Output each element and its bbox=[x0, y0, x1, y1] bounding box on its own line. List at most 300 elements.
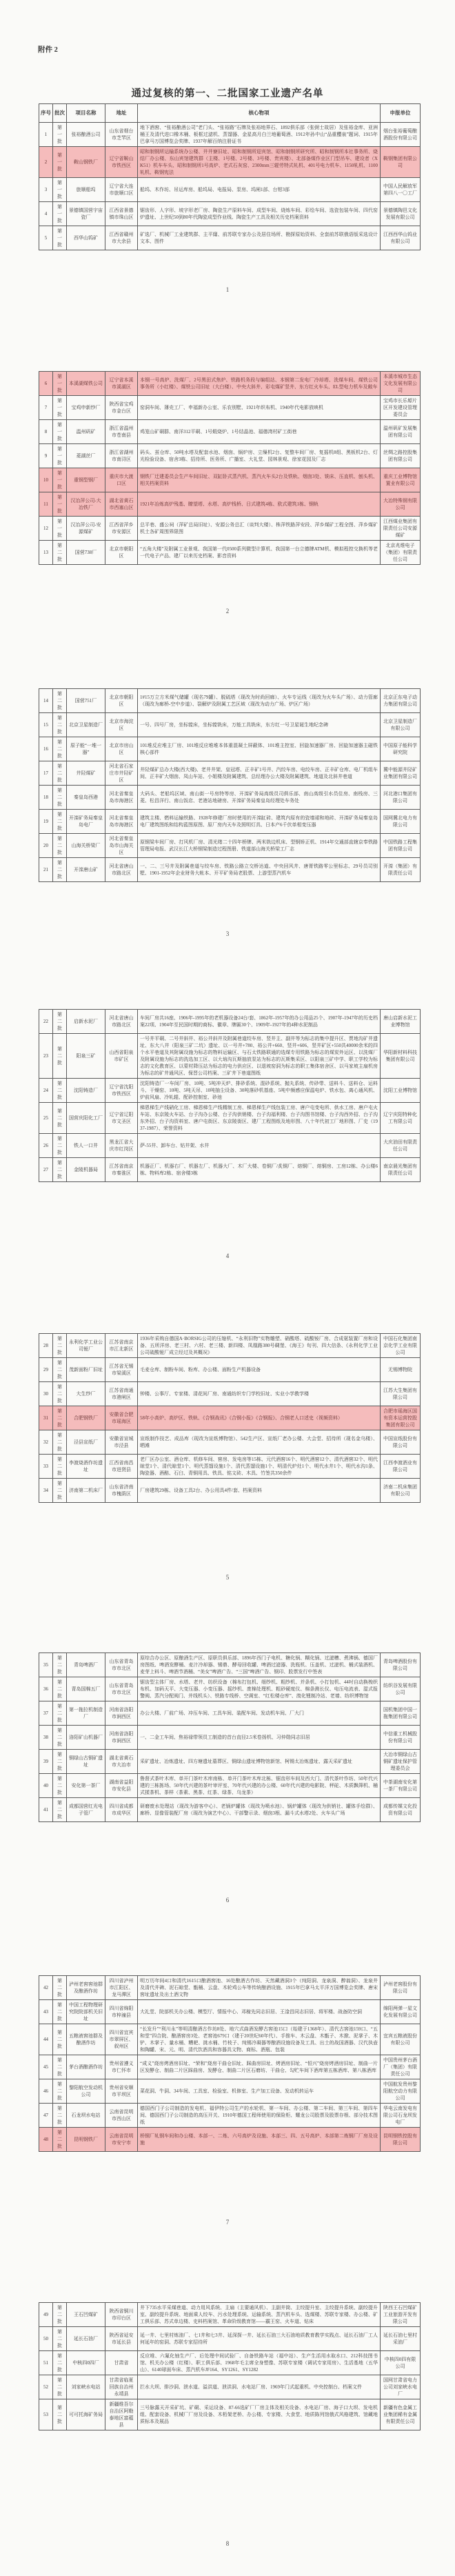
cell-serial: 5 bbox=[39, 226, 53, 250]
cell-project-name: 国营738厂 bbox=[67, 541, 105, 565]
table-row bbox=[39, 147, 421, 178]
cell-project-name: 汉冶萍公司-大冶铁厂 bbox=[67, 492, 105, 517]
table-row bbox=[39, 1134, 421, 1158]
cell-project-name: 菱湖丝厂 bbox=[67, 444, 105, 468]
cell-serial: 48 bbox=[39, 2128, 53, 2152]
cell-core-items: 总平巷、盛公祠（萍矿总局旧址）、安源公务总汇（谈判大楼）、株萍铁路萍安段、萍乡煤矿工程全图、萍乡煤矿机土各矿周围界限图 bbox=[138, 517, 381, 541]
cell-project-name: 西华山钨矿 bbox=[67, 226, 105, 250]
cell-applicant: 国网冀北电力有限公司 bbox=[381, 810, 421, 834]
cell-serial: 32 bbox=[39, 1430, 53, 1455]
cell-core-items: 菜花洞、牛洞、34车间、工具室、检验室、机修室、生产加工设备、发动机转运车 bbox=[138, 2079, 381, 2104]
cell-project-name: 铜绿山古铜矿遗址 bbox=[67, 1750, 105, 1774]
cell-applicant: 温州矾矿发展集团有限公司 bbox=[381, 420, 421, 444]
cell-batch: 第二批 bbox=[53, 2024, 67, 2055]
cell-batch: 第二批 bbox=[53, 1358, 67, 1382]
cell-batch: 第二批 bbox=[53, 2079, 67, 2104]
cell-serial: 34 bbox=[39, 1479, 53, 1503]
cell-core-items: 宣纸制作技艺、成品库（现改为宣纸博物馆）、542生产区、宣纸厂老办公楼、大会堂、招待所（现名金乌楼）、晒滩 bbox=[138, 1430, 381, 1455]
table-row bbox=[39, 492, 421, 517]
page-3 bbox=[39, 688, 421, 882]
cell-core-items: 德国西门子公司制造的发电机、福伊特公司生产的水轮机、第一车间、办公楼、第二车间、第三车间、第四车间、德国西门子公司制造的高压开关、1910年德国工程师使用的保险柜、耀龙公司股票及股票存根、部分技术图纸 bbox=[138, 2104, 381, 2128]
cell-core-items: 船坞、木作坊、吊运库房、船坞局、电报局、泵房、坞闸1部、台钳3部 bbox=[138, 178, 381, 202]
cell-location: 河北省唐山市路北区 bbox=[105, 1010, 138, 1034]
heritage-table bbox=[39, 1009, 421, 1182]
cell-core-items: “长发升”“利川永”等明清酿酒古作坊8处、地穴式曲酒发酵古窖池15口（始建于1368年）、清代古窖池159口、“五和堂”四合院、酿酒窖房3处、老窖池679口（建于20世纪60年代）、手推车、木云盘、木甑子、木掀、泥掌子、木铲、木掌子、量水桶、糟耙、挑水桶、竹枝子、纯锡冷凝器等酿酒设施设备及工具、出土的战国酒器、汉代执壶和陶罐、宋、元、明、清代饮酒具和容器具文物、商标、酒瓶、包装 bbox=[138, 2024, 381, 2055]
cell-core-items: 萨-55井、卸车台、钻井架、水井 bbox=[138, 1134, 381, 1158]
cell-batch: 第二批 bbox=[53, 2351, 67, 2375]
cell-location: 河南省洛阳市涧西区 bbox=[105, 1701, 138, 1726]
cell-serial: 7 bbox=[39, 396, 53, 420]
cell-location: 江苏省无锡市梁溪区 bbox=[105, 1358, 138, 1382]
cell-batch: 第二批 bbox=[53, 2055, 67, 2079]
cell-batch: 第一批 bbox=[53, 178, 67, 202]
cell-applicant: 华电云南发电有限公司石龙坝发电厂 bbox=[381, 2104, 421, 2128]
cell-serial: 50 bbox=[39, 2327, 53, 2351]
cell-location: 四川省成都市成华区 bbox=[105, 1798, 138, 1822]
cell-project-name: 泾县宣纸厂 bbox=[67, 1430, 105, 1455]
page-number: 5 bbox=[225, 1574, 230, 1581]
cell-location: 辽宁省辽阳市文圣区 bbox=[105, 1103, 138, 1134]
cell-applicant: 中茶湖南安化第一茶厂有限公司 bbox=[381, 1774, 421, 1798]
cell-location: 北京市朝阳区 bbox=[105, 541, 138, 565]
table-row bbox=[39, 1079, 421, 1103]
cell-applicant: 景德镇陶邑文化发展有限公司 bbox=[381, 202, 421, 226]
cell-core-items: 原综合办公区、原酿酒生产区、原职员俱乐部、1896年西门子电机、糖化锅、糊化锅、过滤槽、煮沸锅、德国厂房图纸、啤酒发酵桶、麦汁冷却器、锡鼎、酵母回收罐、啤酒过滤器、洗瓶机、压盖机、过滤机、桶式装酒机、麦芽上料斗、啤酒节酒桶、“美女”啤酒广告、“三国”啤酒广告、钢印、股票发行中签表 bbox=[138, 1653, 381, 1677]
cell-project-name: 安化第一茶厂 bbox=[67, 1774, 105, 1798]
cell-batch: 第二批 bbox=[53, 1479, 67, 1503]
page-8 bbox=[39, 2302, 421, 2430]
cell-serial: 19 bbox=[39, 810, 53, 834]
cell-location: 新疆维吾尔自治区阿勒泰地区富蕴县 bbox=[105, 2399, 138, 2430]
cell-location: 湖北省黄石市西塞山区 bbox=[105, 492, 138, 517]
cell-core-items: 一号、四号厂房，坐标镗床，坐标镗铣床，万能工具铣床，东方红一号卫星诞生地纪念碑 bbox=[138, 713, 381, 737]
cell-location: 云南省昆明市安宁市 bbox=[105, 2128, 138, 2152]
cell-serial: 14 bbox=[39, 689, 53, 713]
cell-serial: 28 bbox=[39, 1334, 53, 1358]
page-2 bbox=[39, 371, 421, 565]
cell-batch: 第二批 bbox=[53, 1430, 67, 1455]
cell-serial: 26 bbox=[39, 1134, 53, 1158]
cell-applicant: 合肥市瑶海区国有资本运营控股集团有限公司 bbox=[381, 1406, 421, 1430]
cell-core-items: 一、二金工车间、焦裕禄带领员工制造的首台直径2.5米卷扬机、习仲勋同志旧居 bbox=[138, 1726, 381, 1750]
cell-core-items: 老厂区办公室、酒仓库、机修车间、窖房、发电房等15栋、元代酒窖16个、明代酒窖12个、清代酒窖32个、明代晾堂1个、清代晾堂1个、明代蒸馏设施1个、清代蒸馏设施1个、明清代炉灶1个、明代水井1个、明代水沟1条、陶瓷器、酒醅、石臼、青铜用具、铁具、铭文砖、木具、竹签共350余件 bbox=[138, 1455, 381, 1479]
table-row bbox=[39, 1750, 421, 1774]
cell-applicant: 南京晨光集团有限责任公司 bbox=[381, 1158, 421, 1182]
cell-project-name: 茂新面粉厂旧址 bbox=[67, 1358, 105, 1382]
cell-batch: 第二批 bbox=[53, 810, 67, 834]
table-row bbox=[39, 2055, 421, 2079]
cell-core-items: 钟楼、公事厅、专家楼、清花间厂房、南通纺织专门学校旧址、实业小学教学楼 bbox=[138, 1382, 381, 1406]
cell-project-name: 延长石油厂 bbox=[67, 2327, 105, 2351]
cell-applicant: 宝鸡市长乐塬片区开发建设管理委员会 bbox=[381, 396, 421, 420]
cell-project-name: 大生纱厂 bbox=[67, 1382, 105, 1406]
cell-location: 河北省秦皇岛市海港区 bbox=[105, 786, 138, 810]
cell-batch: 第二批 bbox=[53, 786, 67, 810]
cell-project-name: 本溪湖煤铁公司 bbox=[67, 372, 105, 396]
cell-serial: 22 bbox=[39, 1010, 53, 1034]
cell-project-name: 开滦唐山矿 bbox=[67, 858, 105, 882]
cell-batch: 第一批 bbox=[53, 492, 67, 517]
cell-serial: 51 bbox=[39, 2351, 53, 2375]
cell-project-name: 茅台酒酿酒作坊 bbox=[67, 2055, 105, 2079]
cell-batch: 第二批 bbox=[53, 834, 67, 858]
cell-serial: 36 bbox=[39, 1677, 53, 1701]
cell-core-items: 码头、茧仓库、50吨水塔及配套水池、烟囱、锅炉房、立缫机2台、复整车间厂房、复摇机8组、黑板机2台、灯光检验设备、宿舍3栋、招待所、医务所、广播室、大礼堂、园林景观、徐家花园及厂志 bbox=[138, 444, 381, 468]
cell-core-items: 采矿遗址、冶炼遗址、四方塘遗址墓葬区、铜绿山遗址博物馆新馆、柯锡太冶炼遗址、露天采矿遗址 bbox=[138, 1750, 381, 1774]
page-number: 7 bbox=[225, 2219, 230, 2226]
cell-project-name: 启新水泥厂 bbox=[67, 1010, 105, 1034]
cell-core-items: 井陉煤矿总办大楼(西大楼)、老井井架、皇冠塔、正丰矿1号井、汽绞车房、电绞车房、正丰矿仓库、电厂机组车间、正丰矿大烟囱、凤山车站、小姐楼及附属建筑、总经理办公大楼及附属建筑、地道及北斜井巷道 bbox=[138, 761, 381, 786]
heritage-table bbox=[39, 103, 421, 250]
page-4 bbox=[39, 1009, 421, 1182]
cell-applicant: 中核四0四有限公司 bbox=[381, 2351, 421, 2375]
cell-project-name: 王石凹煤矿 bbox=[67, 2303, 105, 2327]
cell-serial: 42 bbox=[39, 1976, 53, 2000]
cell-batch: 第二批 bbox=[53, 1079, 67, 1103]
cell-serial: 17 bbox=[39, 761, 53, 786]
cell-applicant: 中国贵州茅台酒厂（集团）有限责任公司 bbox=[381, 2055, 421, 2079]
cell-serial: 21 bbox=[39, 858, 53, 882]
cell-core-items: 毛麦仓库、制粉车间、粉库、办公楼、面粉生产机器设备 bbox=[138, 1358, 381, 1382]
cell-location: 贵州省安顺市平坝区 bbox=[105, 2079, 138, 2104]
cell-project-name: 张裕酿酒公司 bbox=[67, 123, 105, 147]
cell-batch: 第二批 bbox=[53, 1134, 67, 1158]
cell-applicant: 华阳新材料科技集团有限公司 bbox=[381, 1034, 421, 1079]
table-row bbox=[39, 444, 421, 468]
cell-location: 山东省青岛市市北区 bbox=[105, 1677, 138, 1701]
cell-serial: 53 bbox=[39, 2399, 53, 2430]
cell-batch: 第二批 bbox=[53, 1034, 67, 1079]
table-row bbox=[39, 1034, 421, 1079]
cell-location: 山东省烟台市芝罘区 bbox=[105, 123, 138, 147]
cell-project-name: 金陵机器局 bbox=[67, 1158, 105, 1182]
cell-project-name: 国营751厂 bbox=[67, 689, 105, 713]
cell-applicant: 中国人民解放军第四八一〇工厂 bbox=[381, 178, 421, 202]
cell-location: 河北省唐山市路北区 bbox=[105, 858, 138, 882]
cell-batch: 第二批 bbox=[53, 1103, 67, 1134]
cell-applicant: 开滦（集团）有限责任公司 bbox=[381, 858, 421, 882]
cell-core-items: 1#15万立方米煤气储罐（现名79罐）、脱硫塔（现改为时尚回廊）、火车专运线（现改为火车头广场）、动力管廊（现改为廊桥-空中步道）、裂解炉及附属工艺区域（现改为动力广场、炉区广场） bbox=[138, 689, 381, 713]
cell-batch: 第二批 bbox=[53, 1653, 67, 1677]
cell-applicant: 宜宾五粮液股份有限公司 bbox=[381, 2024, 421, 2055]
cell-serial: 16 bbox=[39, 737, 53, 761]
cell-core-items: 延一井、七里村炼油厂、七1井和七3井、延深探一井、延长石油三大石油地质教育教学实践点、延长石油厂工人何延年的窑洞、苏联专家招待所 bbox=[138, 2327, 381, 2351]
page-1 bbox=[39, 103, 421, 250]
cell-applicant: 沈阳工业博物馆 bbox=[381, 1079, 421, 1103]
cell-batch: 第二批 bbox=[53, 1726, 67, 1750]
cell-core-items: 一号井平硐、二号井斜井、裕公井斜井及附属巷道绞车房、竖井主、副井等为标志的集中提升区、贾地沟矿井遗址、东大八井（阳泉三矿二坑）遗址、以一号井+780、裕公井+660、竖井+606、竖井矿区+550共40000余米的四个水平巷道及其附属设施为标志的物料运输区、与石太铁路联通的选煤专用铁路为标志的煤炭外运区、以洗煤厂及附属设施为标志的洗选加工区、以大垴沟瓦斯抽放泵站为标志的瓦斯集采区、以阳泉三矿中学、职工学校为标志的文化教育区、以蒙村降压站为标志的电力供应区、以退坡窑洞为标志的职工集体宿舍区、以马家坡主扇机房为标志的矿井通风区、保晋公司档案、三矿井下巷道图纸 bbox=[138, 1034, 381, 1079]
cell-batch: 第二批 bbox=[53, 689, 67, 713]
cell-applicant: 大庆油田有限责任公司 bbox=[381, 1134, 421, 1158]
cell-location: 陕西省宝鸡市金台区 bbox=[105, 396, 138, 420]
table-row bbox=[39, 1010, 421, 1034]
cell-applicant: 唐山启新水泥工业博物馆 bbox=[381, 1010, 421, 1034]
cell-applicant: 辽宁庆阳特种化工有限公司 bbox=[381, 1103, 421, 1134]
cell-serial: 2 bbox=[39, 147, 53, 178]
cell-core-items: 58年小高炉、高炉区、铁轨、《合钢战讯》《合钢小报》《合钢报》、合钢老人口述史（视频资料） bbox=[138, 1406, 381, 1430]
cell-location: 河南省洛阳市涧西区 bbox=[105, 1726, 138, 1750]
cell-core-items: 桥钢厂轧钢车间和办公楼、本部一、二炼、六号高炉及设施、本部三、四、五号高炉、本部第二炼钢厂厂房及设施 bbox=[138, 2128, 381, 2152]
cell-project-name: 李渡烧酒作坊遗址 bbox=[67, 1455, 105, 1479]
cell-project-name: 中核四0四厂 bbox=[67, 2351, 105, 2375]
table-row bbox=[39, 1653, 421, 1677]
cell-batch: 第一批 bbox=[53, 444, 67, 468]
cell-core-items: “五角大楼”及附属工业景观、我国第一代0500系列微型计算机、我国第一台立德牌ATM机、模拟程控交换机等老一代电子产品、建厂以来历史档案、影音资料 bbox=[138, 541, 381, 565]
cell-core-items: 窑洞车间、薄壳工厂、申福新办公室、乐农别墅、1921年织布机、1940年代电影放映机 bbox=[138, 396, 381, 420]
cell-core-items: 车间厂房共16座、1906年-1995年的老机器设备24台/套、1862年-1957年的办公用品25个、1907年-1947年的历史档案22项、1904年至民国时期的商标、徽章、牌匾30个、1909年-1927年的4种水泥制品 bbox=[138, 1010, 381, 1034]
cell-core-items: 反应堆、六氟化铀生产厂、后处理中间试验厂、自备铁路车站（福中站）、生产生活用水取水口、212科技图书馆、机关办公楼（红楼）、职工俱乐部、1968年毛主席全身塑像、苏联专家楼（调试专家用房）、生活基地（五华山）、6140球面车床、蒸汽机车JF164、SY1261、SY1282 bbox=[138, 2351, 381, 2375]
cell-batch: 第二批 bbox=[53, 761, 67, 786]
table-row bbox=[39, 2327, 421, 2351]
cell-location: 甘肃省临夏回族自治州永靖县 bbox=[105, 2375, 138, 2399]
cell-applicant: 中国宣纸股份有限公司 bbox=[381, 1430, 421, 1455]
table-row bbox=[39, 2079, 421, 2104]
cell-project-name: 青岛国棉五厂 bbox=[67, 1677, 105, 1701]
cell-location: 湖北省黄石市大冶市 bbox=[105, 1750, 138, 1774]
cell-serial: 20 bbox=[39, 834, 53, 858]
cell-batch: 第二批 bbox=[53, 737, 67, 761]
cell-core-items: 三号脉露天开采矿坑、矿硐、采运设备、87-66选矿厂厂房主体及相关设备、水电站厂房、海子口大坝、发电机组、配套设备、机械厂厂房及设备、木桁架老桥、办公楼、专家楼、大食堂、地质陈列馆俄式风格建筑、馆藏地质标本及展品 bbox=[138, 2399, 381, 2430]
cell-applicant: 烟台张裕葡萄酿酒股份有限公司 bbox=[381, 123, 421, 147]
cell-applicant: 北京兆维电子（集团）有限责任公司 bbox=[381, 541, 421, 565]
cell-location: 河北省秦皇岛市山海关区 bbox=[105, 834, 138, 858]
header-cell-batch: 批次 bbox=[53, 104, 67, 123]
cell-serial: 12 bbox=[39, 517, 53, 541]
cell-core-items: 101堆反应堆主厂房、101堆反应堆堆本体重混凝土屏蔽体、101堆主控室、回旋加速器厂房、回旋加速器主磁铁核心部件 bbox=[138, 737, 381, 761]
cell-core-items: 梯恩梯生产线硝化工房、梯恩梯生产线精制工房、梯恩梯生产线包装工房、唐户屯变电所、供水工房、唐户屯火车站、东京陵火车站、台子沟办公楼、台子沟供销楼、台子沟福利楼、台子沟图书馆楼、台子沟西外招、台子沟东外招、台子沟资料室、唐户屯街区、东京陵街区、建厂工程图纸及地形图、八十年代初工厂地形图、厂史（1937-1987）、荣誉资料 bbox=[138, 1103, 381, 1134]
cell-serial: 1 bbox=[39, 123, 53, 147]
page-number: 1 bbox=[225, 286, 230, 293]
cell-location: 北京市海淀区 bbox=[105, 713, 138, 737]
cell-applicant: 北京正东电子动力集团有限公司 bbox=[381, 689, 421, 713]
cell-serial: 27 bbox=[39, 1158, 53, 1182]
cell-applicant: 中国原子能科学研究院 bbox=[381, 737, 421, 761]
table-row bbox=[39, 541, 421, 565]
cell-serial: 11 bbox=[39, 492, 53, 517]
page-number: 6 bbox=[225, 1897, 230, 1904]
cell-project-name: 刘家峡水电站 bbox=[67, 2375, 105, 2399]
page-5 bbox=[39, 1333, 421, 1503]
cell-location: 江西省南昌市进贤县 bbox=[105, 1455, 138, 1479]
table-row bbox=[39, 713, 421, 737]
cell-project-name: 开滦矿务局秦皇岛电厂 bbox=[67, 810, 105, 834]
cell-applicant: 昆明钢铁控股有限公司 bbox=[381, 2128, 421, 2152]
cell-project-name: 旅顺船坞 bbox=[67, 178, 105, 202]
table-row bbox=[39, 2104, 421, 2128]
cell-batch: 第一批 bbox=[53, 396, 67, 420]
table-row bbox=[39, 737, 421, 761]
table-row bbox=[39, 2024, 421, 2055]
cell-serial: 40 bbox=[39, 1774, 53, 1798]
cell-serial: 35 bbox=[39, 1653, 53, 1677]
cell-serial: 3 bbox=[39, 178, 53, 202]
cell-project-name: 青岛啤酒厂 bbox=[67, 1653, 105, 1677]
table-row bbox=[39, 2000, 421, 2024]
cell-location: 北京市房山区 bbox=[105, 737, 138, 761]
table-row bbox=[39, 1479, 421, 1503]
cell-applicant: 中国石化集团南京化学工业有限公司 bbox=[381, 1334, 421, 1358]
cell-project-name: 第一拖拉机制造厂 bbox=[67, 1701, 105, 1726]
cell-serial: 38 bbox=[39, 1726, 53, 1750]
cell-applicant: 本溪市城市生态文化发展有限公司 bbox=[381, 372, 421, 396]
cell-batch: 第二批 bbox=[53, 1677, 67, 1701]
cell-location: 辽宁省大连市旅顺口区 bbox=[105, 178, 138, 202]
cell-location: 江西省赣州市大余县 bbox=[105, 226, 138, 250]
cell-serial: 23 bbox=[39, 1034, 53, 1079]
cell-batch: 第二批 bbox=[53, 541, 67, 565]
table-row bbox=[39, 1455, 421, 1479]
cell-core-items: 鸡笼山矿硐群、南洋312平硐、1号煅烧炉、1号结晶池、福德湾村矿工街巷 bbox=[138, 420, 381, 444]
table-row bbox=[39, 1677, 421, 1701]
cell-location: 山东省青岛市市北区 bbox=[105, 1653, 138, 1677]
cell-batch: 第二批 bbox=[53, 713, 67, 737]
cell-batch: 第二批 bbox=[53, 1774, 67, 1798]
cell-location: 山西省阳泉市矿区 bbox=[105, 1034, 138, 1079]
cell-location: 陕西省铜川市印台区 bbox=[105, 2303, 138, 2327]
cell-project-name: 中国工程物理研究院院部机关旧址 bbox=[67, 2000, 105, 2024]
cell-project-name: 秦皇岛西港 bbox=[67, 786, 105, 810]
cell-serial: 30 bbox=[39, 1382, 53, 1406]
cell-location: 安徽省宣城市泾县 bbox=[105, 1430, 138, 1455]
cell-applicant: 中国铁路工程集团有限公司 bbox=[381, 834, 421, 858]
table-row bbox=[39, 2351, 421, 2375]
cell-location: 四川省泸州市江阳区、龙马潭区 bbox=[105, 1976, 138, 2000]
cell-applicant: 江苏大生集团有限公司 bbox=[381, 1382, 421, 1406]
heritage-table bbox=[39, 1333, 421, 1503]
page-7 bbox=[39, 1975, 421, 2152]
cell-batch: 第二批 bbox=[53, 1798, 67, 1822]
cell-batch: 第二批 bbox=[53, 2327, 67, 2351]
cell-core-items: 办公大楼、厂前广场、冲压车间、工具车间、装配车间、发动机车间、厂大门 bbox=[138, 1701, 381, 1726]
table-row bbox=[39, 202, 421, 226]
table-row bbox=[39, 1976, 421, 2000]
cell-project-name: 可可托海矿务局 bbox=[67, 2399, 105, 2430]
table-row bbox=[39, 1382, 421, 1406]
cell-project-name: 原子能“一堆一器” bbox=[67, 737, 105, 761]
header-cell-location: 地址 bbox=[105, 104, 138, 123]
cell-applicant: 重庆工业博物馆置业有限公司 bbox=[381, 468, 421, 492]
cell-batch: 第二批 bbox=[53, 2104, 67, 2128]
cell-core-items: 锯齿形、人字形、坡字形老厂房、陶瓷生产原料车间、成型车间、烧炼车间、彩绘车间、选瓷包装车间、四代窑炉遗址、上世纪50到80年代陶瓷成型作业线、陶瓷生产工具及相关历史档案资料 bbox=[138, 202, 381, 226]
cell-serial: 43 bbox=[39, 2000, 53, 2024]
cell-project-name: 景德镇国营宇宙瓷厂 bbox=[67, 202, 105, 226]
cell-applicant: 冀中能源井陉矿业集团有限公司 bbox=[381, 761, 421, 786]
cell-core-items: “成义”烧房烤酒房旧址、“荣和”烧房干曲仓旧址、踩曲房旧址、烤酒房旧址、“恒兴”烧房烤酒房旧址、制曲一片区发酵仓、制曲二片区踩曲房、发酵仓、制曲二片区石磨坊、干曲仓、勾贮车间下酒库第五栋酒库、第八栋酒库 bbox=[138, 2055, 381, 2079]
cell-batch: 第二批 bbox=[53, 2128, 67, 2152]
cell-location: 辽宁省沈阳市铁西区 bbox=[105, 1079, 138, 1103]
cell-location: 四川省宜宾市翠屏区、叙州区 bbox=[105, 2024, 138, 2055]
cell-serial: 47 bbox=[39, 2104, 53, 2128]
cell-serial: 52 bbox=[39, 2375, 53, 2399]
cell-applicant: 青岛啤酒股份有限公司 bbox=[381, 1653, 421, 1677]
header-cell-core-items: 核心物项 bbox=[138, 104, 381, 123]
cell-serial: 6 bbox=[39, 372, 53, 396]
cell-project-name: 山海关桥梁厂 bbox=[67, 834, 105, 858]
cell-serial: 45 bbox=[39, 2055, 53, 2079]
cell-applicant: 成都传媒文化投资有限公司 bbox=[381, 1798, 421, 1822]
cell-serial: 13 bbox=[39, 541, 53, 565]
cell-batch: 第一批 bbox=[53, 468, 67, 492]
cell-project-name: 昆明钢铁厂 bbox=[67, 2128, 105, 2152]
cell-location: 安徽省合肥市瑶海区 bbox=[105, 1406, 138, 1430]
cell-serial: 9 bbox=[39, 444, 53, 468]
attachment-label: 附件 2 bbox=[38, 46, 58, 54]
cell-project-name: 五粮液窖池群及酿酒作坊 bbox=[67, 2024, 105, 2055]
cell-core-items: 明万历年间4口和清代1615口酿酒窖池、16处酿酒古作坊、天然藏酒洞3个（纯阳洞、龙泉洞、醉翁洞）、龙泉井及清代井碑、泥石晾堂、甑桶、云盘、木轮鸡公车等传统酿酒设施、1915年巴拿马太平洋万国博览会奖牌、唐宋窖址遗址及出土酒文物 bbox=[138, 1976, 381, 2000]
table-row bbox=[39, 1358, 421, 1382]
cell-location: 江西省景德镇市珠山区 bbox=[105, 202, 138, 226]
cell-applicant: 江西西华山钨业有限公司 bbox=[381, 226, 421, 250]
cell-batch: 第二批 bbox=[53, 1010, 67, 1034]
cell-core-items: 锯齿型主体厂房、水塔、老井、纺织设备（棉布打包机、细纱机、粗纱机、并条机、小打包机、44吋自动换梭织布机、加码天平、大变压器、小变压器、摇纱机、废棉处理机、粗砂硬度仪、棉条测长仪、电压电流表、湿式报警阀、蒸汽分配阀门、并线机头）、铁路专线桥、空调室、“红松楼仓库”、溴化锂制冷站、老墙、纺织博物馆 bbox=[138, 1677, 381, 1701]
table-row bbox=[39, 1726, 421, 1750]
cell-batch: 第二批 bbox=[53, 1382, 67, 1406]
cell-batch: 第二批 bbox=[53, 1334, 67, 1358]
table-row bbox=[39, 834, 421, 858]
cell-project-name: 合肥钢铁厂 bbox=[67, 1406, 105, 1430]
table-row bbox=[39, 2375, 421, 2399]
cell-location: 河北省石家庄市井陉矿区 bbox=[105, 761, 138, 786]
cell-location: 北京市朝阳区 bbox=[105, 689, 138, 713]
cell-location: 浙江省湖州市南浔区 bbox=[105, 444, 138, 468]
cell-project-name: 济南第二机床厂 bbox=[67, 1479, 105, 1503]
cell-serial: 46 bbox=[39, 2079, 53, 2104]
cell-core-items: 一、二、三号井及附属巷道与绞车房、铁路公路立交桥达道、中央回风井、唐胥铁路零公里标志、29号员司别墅、1901-1952年企业财务大帐本、开平矿务局老股票、上游型蒸汽机车 bbox=[138, 858, 381, 882]
cell-core-items: 厂房建筑29栋、设备工具2台、办公用具4件/套、档案资料 bbox=[138, 1479, 381, 1503]
cell-location: 江西省萍乡市安源区 bbox=[105, 517, 138, 541]
cell-applicant: 大冶市铜绿山古铜矿遗址保护管理委员会 bbox=[381, 1750, 421, 1774]
cell-project-name: 黎阳航空发动机公司 bbox=[67, 2079, 105, 2104]
cell-serial: 10 bbox=[39, 468, 53, 492]
cell-core-items: 本钢一号高炉、洗煤厂、2号黑田式焦炉、铁路机务段与编组站、本钢第二发电厂冷却塔、洗煤车间、煤铁公司事务所（小红楼）、煤铁公司旧址（大白楼）、中央大斜井、彩屯煤矿竖井、东方红火车头、EL型电力机车及敞车 bbox=[138, 372, 381, 396]
cell-core-items: 矿选厂、机械厂工业建筑群、主平窿、前苏联专家办公及居住场所、勘探原始资料、全套前苏联俄语版采选设计文本、图件 bbox=[138, 226, 381, 250]
cell-project-name: 鞍山钢铁厂 bbox=[67, 147, 105, 178]
table-row bbox=[39, 396, 421, 420]
cell-applicant: 陕西王石凹煤矿工业旅游开发有限公司 bbox=[381, 2303, 421, 2327]
cell-serial: 33 bbox=[39, 1455, 53, 1479]
cell-core-items: 1936年采购自德国A·BORSIG公司的压缩机、“永利旧物”实物雕塑、硝酸塔、硫酸铵厂房、合成氨装置厂房和设备、五所洋房、老三村、六村、老三楼、新四楼、凤凰路380号碉堡、《海王》旬刊、四大信条、《永利化学工业公司硫酸铔厂成立经过及其概况》 bbox=[138, 1334, 381, 1358]
cell-applicant: 济南二机床集团有限公司 bbox=[381, 1479, 421, 1503]
cell-location: 云南省昆明市西山区 bbox=[105, 2104, 138, 2128]
cell-project-name: 阳泉三矿 bbox=[67, 1034, 105, 1079]
table-row bbox=[39, 123, 421, 147]
cell-batch: 第一批 bbox=[53, 226, 67, 250]
cell-location: 陕西省延安市延长县 bbox=[105, 2327, 138, 2351]
table-row bbox=[39, 689, 421, 713]
cell-batch: 第一批 bbox=[53, 147, 67, 178]
page-title: 通过复核的第一、二批国家工业遗产名单 bbox=[131, 88, 324, 99]
cell-batch: 第一批 bbox=[53, 517, 67, 541]
cell-applicant: 大冶特殊钢有限公司 bbox=[381, 492, 421, 517]
cell-project-name: 宝鸡申新纱厂 bbox=[67, 396, 105, 420]
cell-project-name: 石龙坝水电站 bbox=[67, 2104, 105, 2128]
cell-core-items: 大礼堂、院部机关办公楼、模型厅、情报中心、邓稼先同志旧居、王淦昌同志旧居、将军楼、战备防空洞 bbox=[138, 2000, 381, 2024]
cell-applicant: 新疆有色金属工业集团稀有金属有限责任公司 bbox=[381, 2399, 421, 2430]
cell-core-items: 大码头、老船坞区域、南山街一号房特等房、开滦矿务局高级员司俱乐部、南山高级引水员住房、南栈房、三菱、松昌洋行、南山饭店、老港站地磅房、开滦矿务局秦皇岛经理处车务处 bbox=[138, 786, 381, 810]
cell-serial: 37 bbox=[39, 1701, 53, 1726]
cell-location: 甘肃省 bbox=[105, 2351, 138, 2375]
table-row bbox=[39, 226, 421, 250]
cell-serial: 18 bbox=[39, 786, 53, 810]
cell-applicant: 江西李渡酒业有限公司 bbox=[381, 1455, 421, 1479]
cell-serial: 24 bbox=[39, 1079, 53, 1103]
heritage-table bbox=[39, 1653, 421, 1822]
table-row bbox=[39, 1774, 421, 1798]
cell-location: 贵州省遵义市仁怀市 bbox=[105, 2055, 138, 2079]
cell-serial: 29 bbox=[39, 1358, 53, 1382]
cell-core-items: 钢铁厂迁建委员会生产车间旧址、双缸卧式蒸汽机、蒸汽火车头2台及铁轨、烟囱3处、铣床、压直机、刨头机、相关档案资料 bbox=[138, 468, 381, 492]
table-row bbox=[39, 1334, 421, 1358]
